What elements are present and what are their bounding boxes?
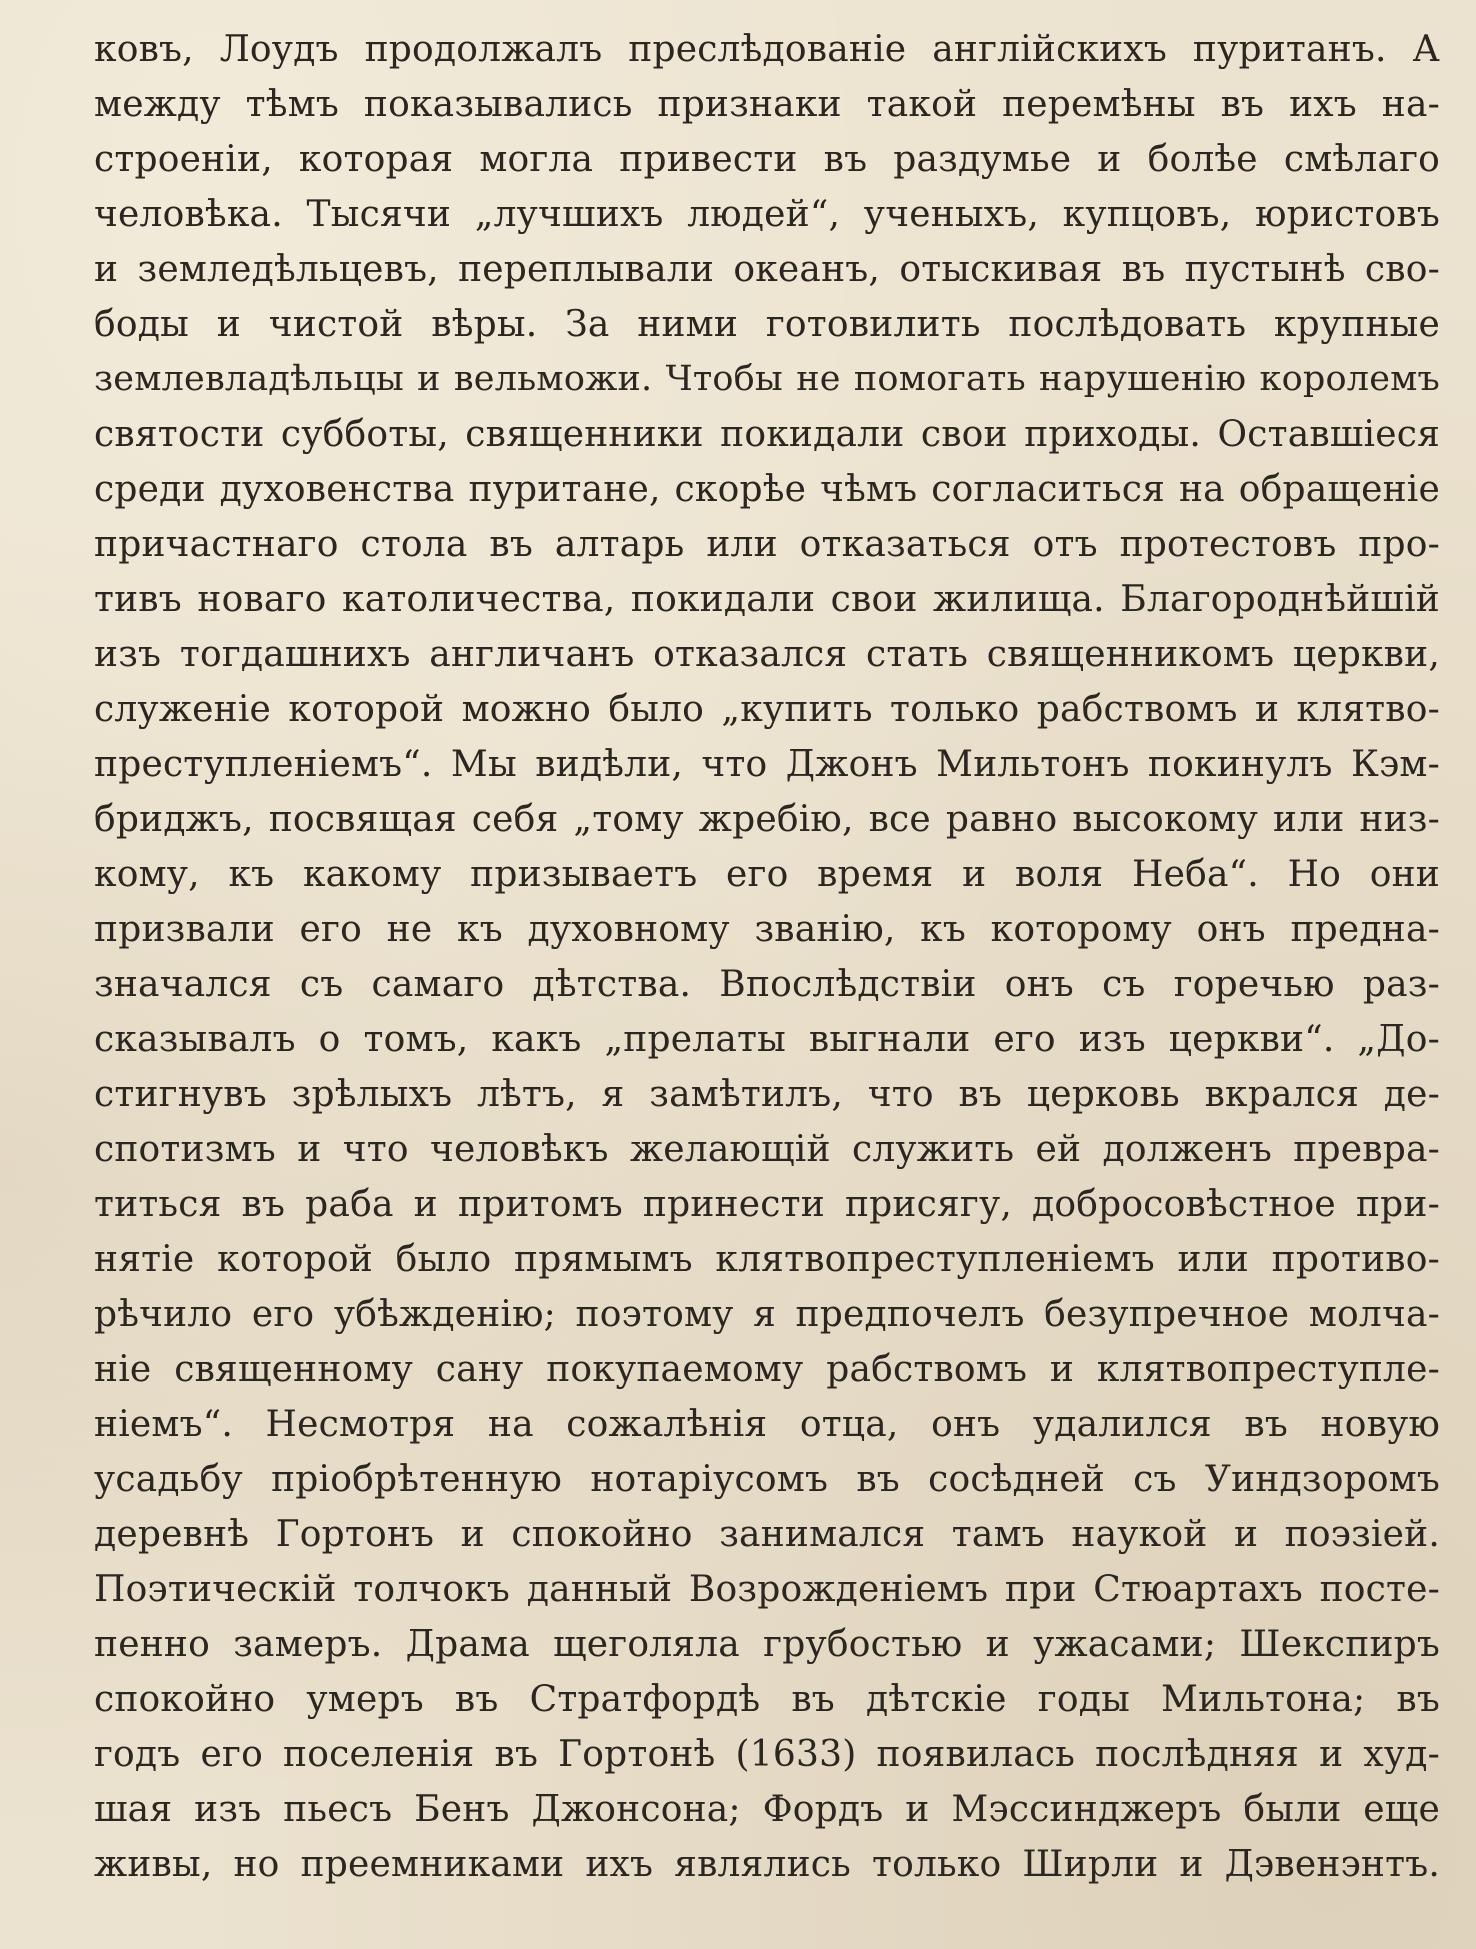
text-line: ніемъ“. Несмотря на сожалѣнія отца, онъ удалился въ новую [94,1404,1440,1445]
text-line: пенно замеръ. Драма щеголяла грубостью и ужасами; Шекспиръ [94,1624,1440,1665]
text-line: среди духовенства пуритане, скорѣе чѣмъ согласиться на обращеніе [94,469,1440,510]
text-line: служеніе которой можно было „купить только рабствомъ и клятво- [94,689,1440,730]
text-line: между тѣмъ показывались признаки такой перемѣны въ ихъ на- [94,84,1440,125]
text-line: призвали его не къ духовному званію, къ которому онъ предна- [94,909,1440,950]
text-line: титься въ раба и притомъ принести присягу, добросовѣстное при- [94,1184,1440,1225]
text-line: нятіе которой было прямымъ клятвопреступленіемъ или противо- [94,1239,1440,1280]
text-line: шая изъ пьесъ Бенъ Джонсона; Фордъ и Мэссинджеръ были еще [94,1789,1440,1830]
text-line: Поэтическій толчокъ данный Возрожденіемъ при Стюартахъ посте- [94,1569,1440,1610]
text-line: спокойно умеръ въ Стратфордѣ въ дѣтскіе годы Мильтона; въ [94,1679,1440,1720]
text-line: стигнувъ зрѣлыхъ лѣтъ, я замѣтилъ, что въ церковь вкрался де- [94,1074,1440,1115]
text-line: спотизмъ и что человѣкъ желающій служить ей долженъ превра- [94,1129,1440,1170]
text-line: усадьбу пріобрѣтенную нотаріусомъ въ сосѣдней съ Уиндзоромъ [94,1459,1440,1500]
body-text [94,22,1440,1892]
text-line: кому, къ какому призываетъ его время и воля Неба“. Но они [94,854,1440,895]
text-line: и земледѣльцевъ, переплывали океанъ, отыскивая въ пустынѣ сво- [94,249,1440,290]
text-line: бриджъ, посвящая себя „тому жребію, все равно высокому или низ- [94,799,1440,840]
text-line: человѣка. Тысячи „лучшихъ людей“, ученыхъ, купцовъ, юристовъ [94,194,1440,235]
text-line: причастнаго стола въ алтарь или отказаться отъ протестовъ про- [94,524,1440,565]
text-line: ковъ, Лоудъ продолжалъ преслѣдованіе англійскихъ пуританъ. А [94,29,1440,70]
text-line: землевладѣльцы и вельможи. Чтобы не помогать нарушенію королемъ [94,359,1440,399]
text-line: деревнѣ Гортонъ и спокойно занимался тамъ наукой и поэзіей. [94,1514,1440,1555]
text-line: значался съ самаго дѣтства. Впослѣдствіи онъ съ горечью раз- [94,964,1440,1005]
text-line: рѣчило его убѣжденію; поэтому я предпочелъ безупречное молча- [94,1294,1440,1335]
text-line: святости субботы, священники покидали свои приходы. Оставшіеся [94,414,1440,455]
text-line: строеніи, которая могла привести въ раздумье и болѣе смѣлаго [94,139,1440,180]
text-line: тивъ новаго католичества, покидали свои жилища. Благороднѣйшій [94,579,1440,620]
text-line: ніе священному сану покупаемому рабствомъ и клятвопреступле- [94,1349,1440,1390]
text-line: изъ тогдашнихъ англичанъ отказался стать священникомъ церкви, [94,634,1440,675]
text-line: сказывалъ о томъ, какъ „прелаты выгнали его изъ церкви“. „До- [94,1019,1440,1060]
text-line: живы, но преемниками ихъ являлись только Ширли и Дэвенэнтъ. [94,1844,1440,1885]
text-line: преступленіемъ“. Мы видѣли, что Джонъ Мильтонъ покинулъ Кэм- [94,744,1440,785]
text-line: боды и чистой вѣры. За ними готовилить послѣдовать крупные [94,304,1440,345]
text-line: годъ его поселенія въ Гортонѣ (1633) появилась послѣдняя и худ- [94,1734,1440,1775]
